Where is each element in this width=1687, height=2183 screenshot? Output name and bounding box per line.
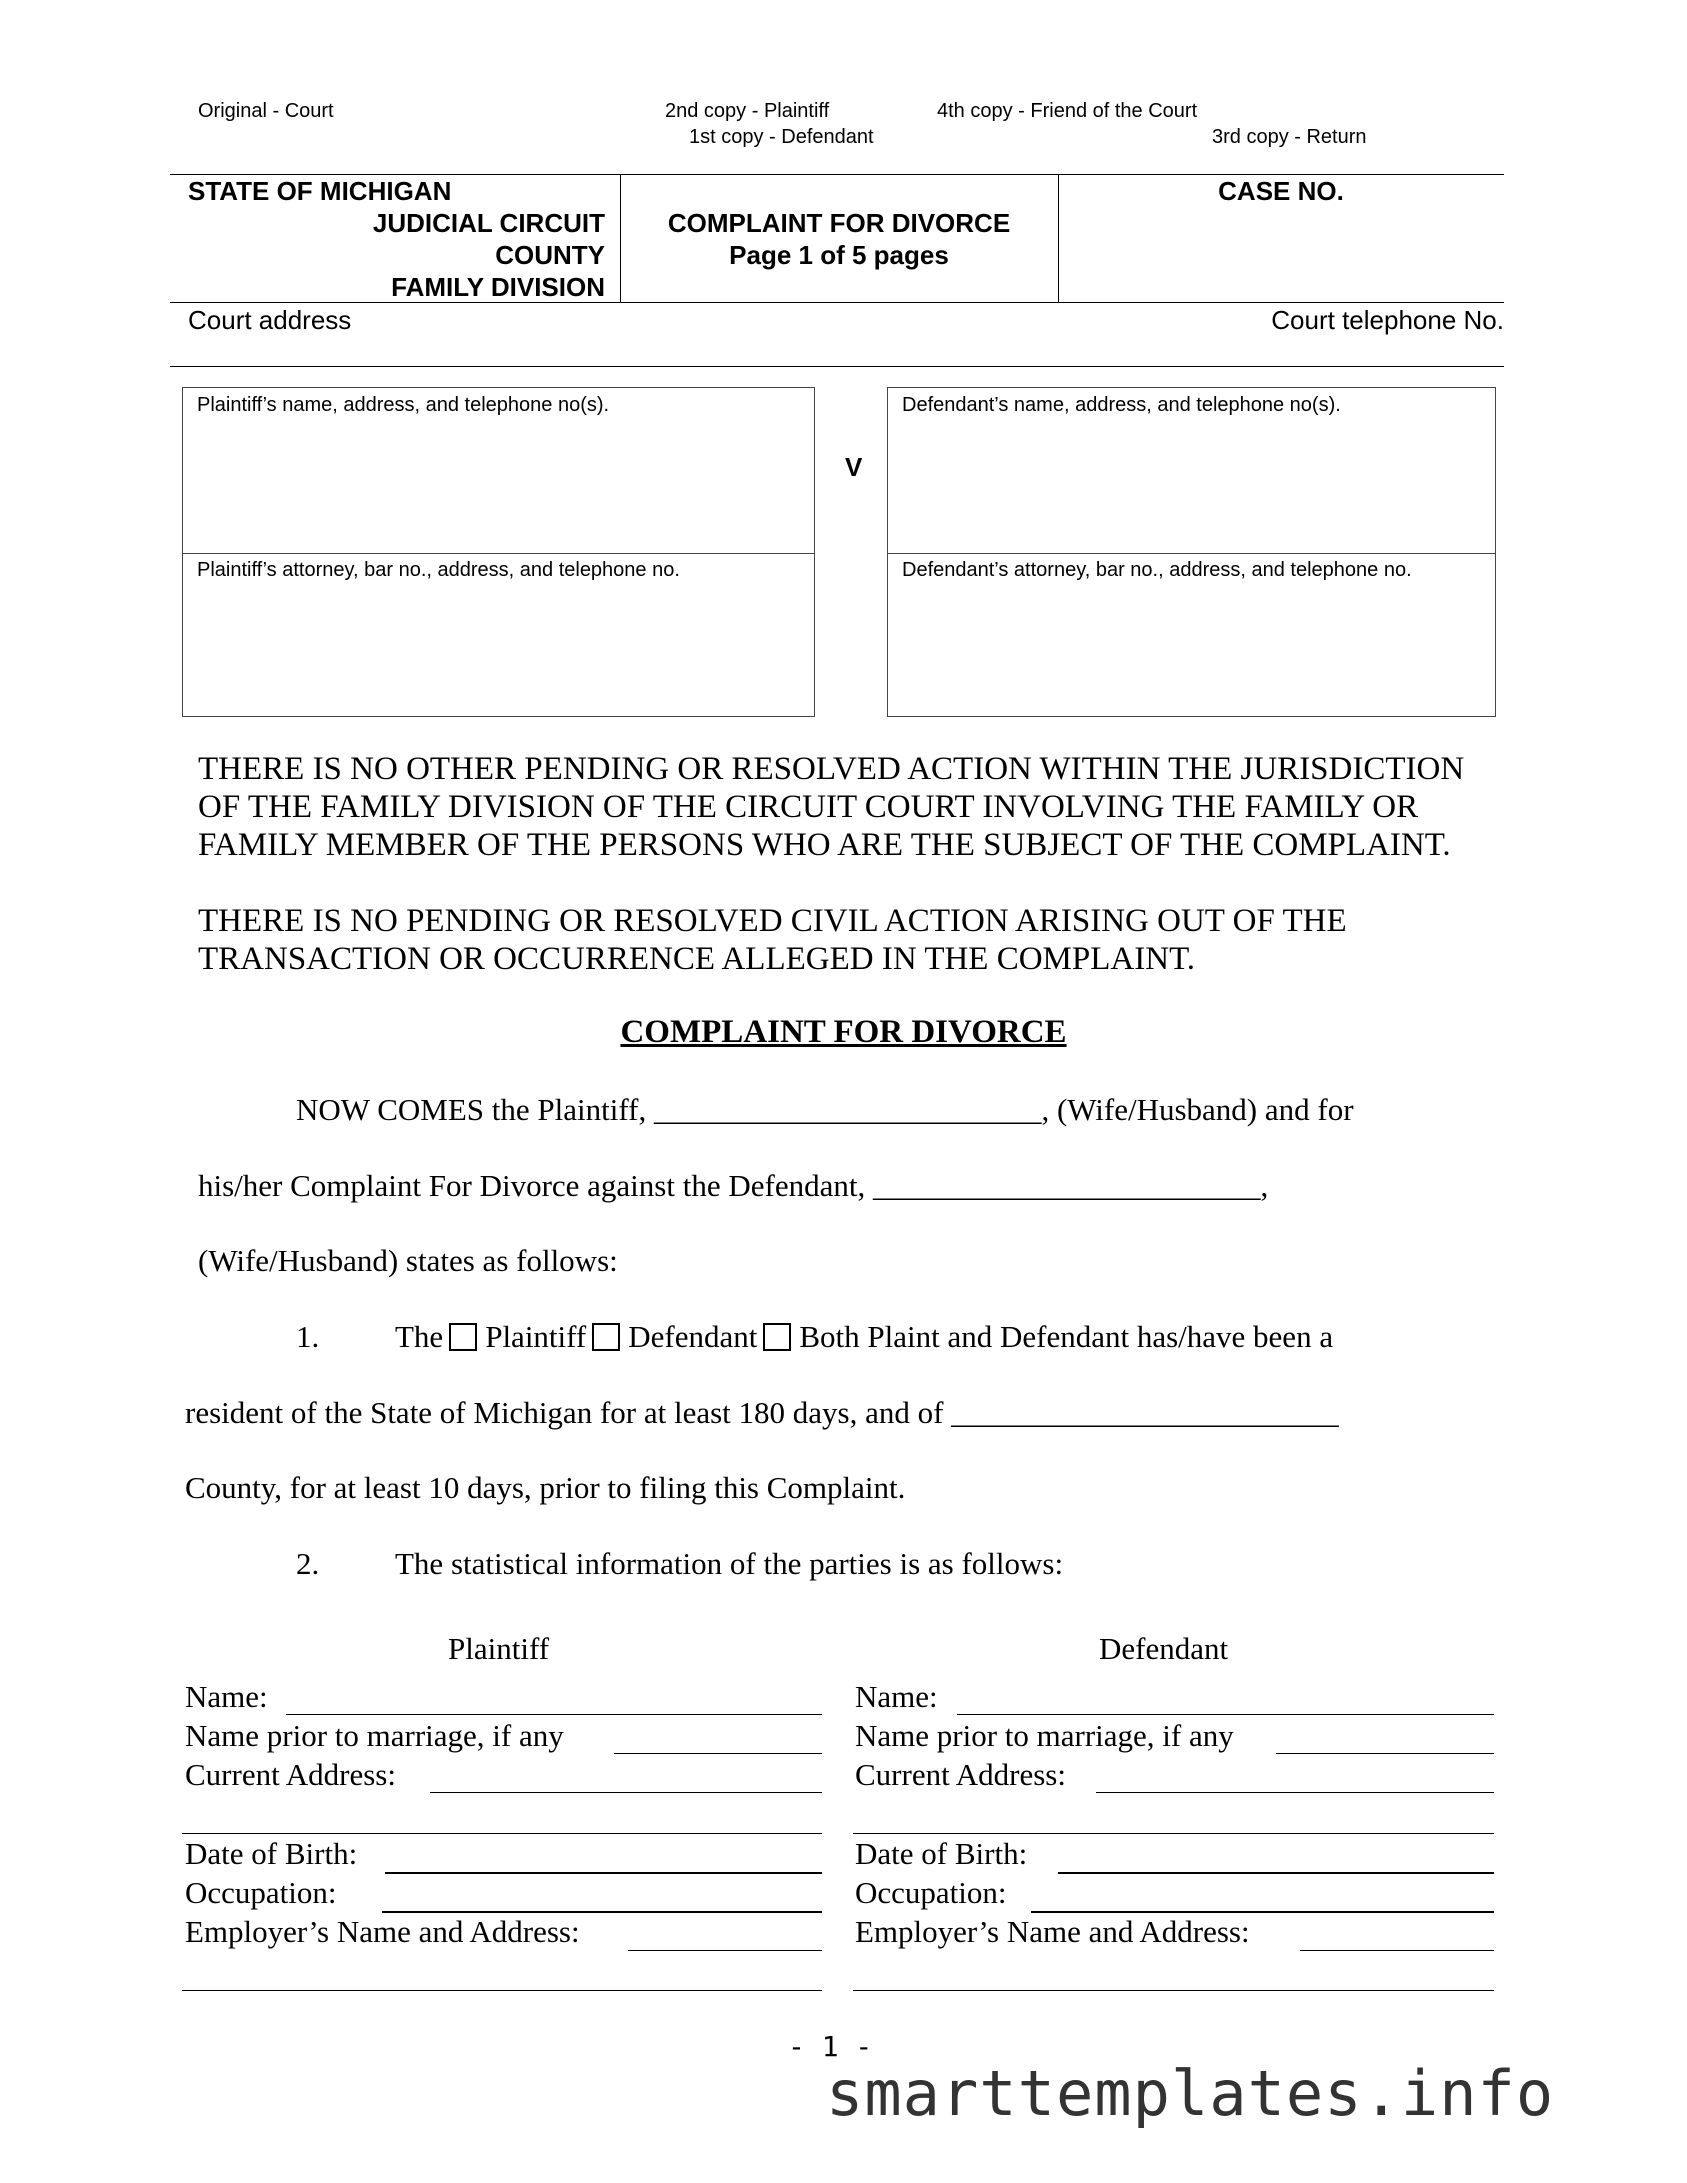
item2-text: The statistical information of the parties is as follows: — [395, 1546, 1064, 1581]
copy-second: 2nd copy - Plaintiff — [665, 100, 830, 122]
notice-one-line: FAMILY MEMBER OF THE PERSONS WHO ARE THE SUBJECT OF THE COMPLAINT. — [198, 827, 1451, 863]
county-label: COUNTY — [495, 240, 605, 270]
plaintiff-name-label: Name: — [185, 1679, 268, 1714]
plaintiff-employer-label: Employer’s Name and Address: — [185, 1914, 580, 1949]
defendant-dob-label: Date of Birth: — [855, 1836, 1028, 1871]
watermark: smarttemplates.info — [826, 2057, 1555, 2130]
copy-original: Original - Court — [198, 100, 334, 122]
body-line-3: (Wife/Husband) states as follows: — [198, 1243, 618, 1278]
plaintiff-box-label: Plaintiff’s name, address, and telephone no(s). — [197, 394, 610, 416]
plaintiff-employer-field-2[interactable] — [182, 1990, 822, 1991]
copy-third: 3rd copy - Return — [1212, 126, 1367, 148]
defendant-stats-heading: Defendant — [1099, 1631, 1229, 1666]
defendant-dob-field[interactable] — [1058, 1872, 1494, 1874]
notice-two-line: THERE IS NO PENDING OR RESOLVED CIVIL ACTION ARISING OUT OF THE — [198, 903, 1347, 939]
division-label: FAMILY DIVISION — [391, 272, 605, 302]
item1-the: The — [395, 1319, 444, 1354]
form-title: COMPLAINT FOR DIVORCE — [667, 208, 1011, 238]
notice-one — [198, 750, 1464, 864]
item1-number: 1. — [296, 1319, 320, 1354]
defendant-address-label: Current Address: — [855, 1757, 1066, 1792]
circuit-label: JUDICIAL CIRCUIT — [372, 208, 605, 238]
notice-two-line: TRANSACTION OR OCCURRENCE ALLEGED IN THE COMPLAINT. — [198, 941, 1196, 977]
court-address-label: Court address — [188, 305, 352, 335]
state-label: STATE OF MICHIGAN — [188, 176, 452, 206]
page-number: - 1 - — [788, 2030, 873, 2063]
both-checkbox[interactable] — [763, 1323, 791, 1351]
defendant-address-field-2[interactable] — [853, 1833, 1494, 1834]
plaintiff-dob-field[interactable] — [385, 1872, 822, 1874]
plaintiff-box[interactable] — [182, 387, 815, 717]
notice-one-line: OF THE FAMILY DIVISION OF THE CIRCUIT COURT INVOLVING THE FAMILY OR — [198, 789, 1419, 825]
defendant-option-label: Defendant — [628, 1319, 758, 1354]
plaintiff-checkbox[interactable] — [449, 1323, 477, 1351]
defendant-name-field[interactable] — [957, 1714, 1494, 1715]
item1-line-2: resident of the State of Michigan for at least 180 days, and of _________________________ — [185, 1395, 1339, 1430]
versus-label: V — [845, 452, 863, 482]
body-line-2: his/her Complaint For Divorce against the Defendant, _________________________, — [198, 1168, 1269, 1203]
plaintiff-prior-name-label: Name prior to marriage, if any — [185, 1718, 564, 1753]
item2-number: 2. — [296, 1546, 320, 1581]
plaintiff-dob-label: Date of Birth: — [185, 1836, 358, 1871]
plaintiff-address-field-2[interactable] — [182, 1833, 822, 1834]
body-line-1: NOW COMES the Plaintiff, _________________________, (Wife/Husband) and for — [296, 1092, 1354, 1127]
notice-one-line: THERE IS NO OTHER PENDING OR RESOLVED ACTION WITHIN THE JURISDICTION — [198, 751, 1465, 787]
defendant-prior-name-label: Name prior to marriage, if any — [855, 1718, 1234, 1753]
defendant-employer-field-2[interactable] — [853, 1990, 1494, 1991]
address-rule — [170, 366, 1504, 367]
page-info: Page 1 of 5 pages — [729, 240, 949, 270]
defendant-box-divider — [888, 553, 1495, 554]
case-no-label: CASE NO. — [1218, 176, 1344, 206]
defendant-employer-field[interactable] — [1300, 1950, 1494, 1951]
defendant-occupation-field[interactable] — [1031, 1911, 1494, 1913]
plaintiff-box-divider — [183, 553, 814, 554]
header-top-rule — [170, 174, 1504, 175]
plaintiff-address-field[interactable] — [430, 1792, 822, 1793]
notice-two — [198, 902, 1347, 978]
defendant-employer-label: Employer’s Name and Address: — [855, 1914, 1250, 1949]
court-phone-label: Court telephone No. — [1271, 305, 1504, 335]
plaintiff-attorney-label: Plaintiff’s attorney, bar no., address, and telephone no. — [197, 559, 680, 581]
copy-fourth: 4th copy - Friend of the Court — [937, 100, 1198, 122]
defendant-prior-name-field[interactable] — [1276, 1753, 1494, 1754]
plaintiff-occupation-label: Occupation: — [185, 1875, 337, 1910]
defendant-attorney-label: Defendant’s attorney, bar no., address, and telephone no. — [902, 559, 1412, 581]
complaint-heading: COMPLAINT FOR DIVORCE — [620, 1014, 1067, 1050]
plaintiff-option-label: Plaintiff — [485, 1319, 587, 1354]
item1-line-3: County, for at least 10 days, prior to filing this Complaint. — [185, 1470, 906, 1505]
defendant-box-label: Defendant’s name, address, and telephone no(s). — [902, 394, 1341, 416]
plaintiff-occupation-field[interactable] — [382, 1911, 822, 1913]
defendant-box[interactable] — [887, 387, 1496, 717]
copy-first: 1st copy - Defendant — [689, 126, 874, 148]
plaintiff-stats-heading: Plaintiff — [448, 1631, 550, 1666]
defendant-checkbox[interactable] — [592, 1323, 620, 1351]
defendant-address-field[interactable] — [1096, 1792, 1494, 1793]
plaintiff-address-label: Current Address: — [185, 1757, 396, 1792]
plaintiff-employer-field[interactable] — [628, 1950, 822, 1951]
defendant-name-label: Name: — [855, 1679, 938, 1714]
plaintiff-name-field[interactable] — [286, 1714, 822, 1715]
defendant-occupation-label: Occupation: — [855, 1875, 1007, 1910]
both-option-label: Both Plaint and Defendant has/have been a — [799, 1319, 1334, 1354]
item1-line-1 — [395, 1319, 1333, 1355]
plaintiff-prior-name-field[interactable] — [614, 1753, 822, 1754]
header-bottom-rule — [170, 302, 1504, 303]
